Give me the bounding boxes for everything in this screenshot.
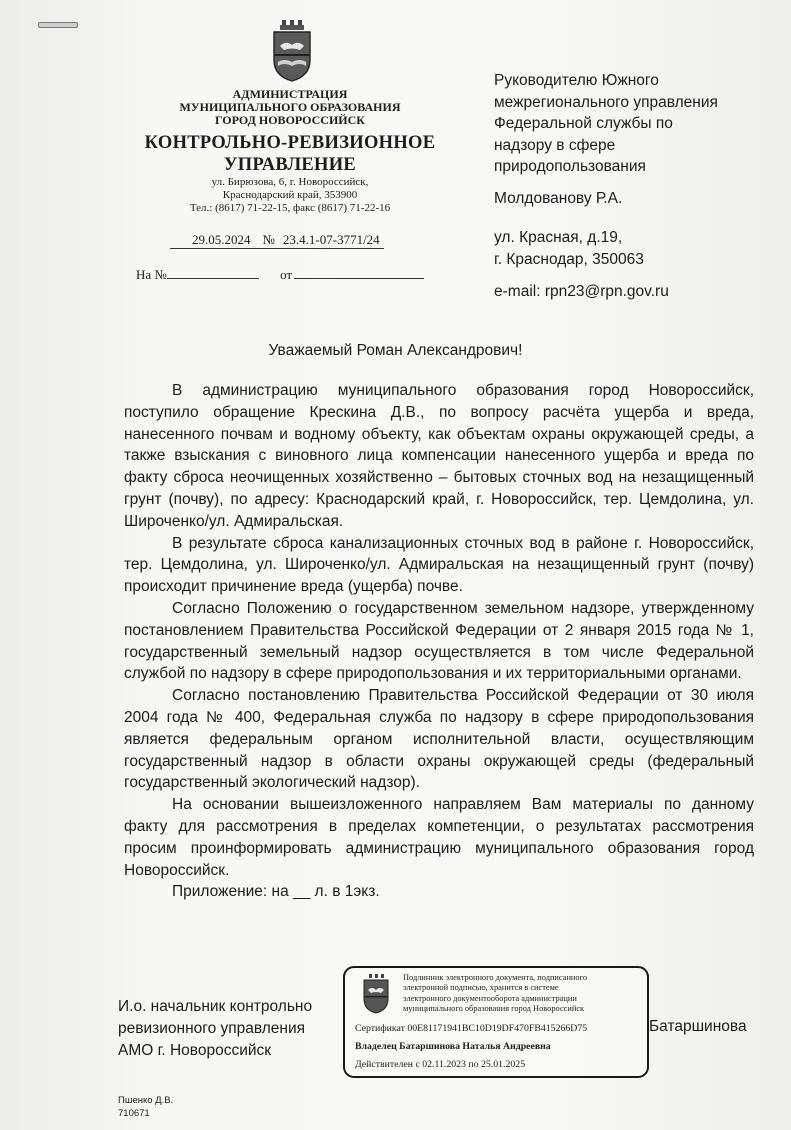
- department-line: УПРАВЛЕНИЕ: [223, 155, 357, 175]
- recipient-line: Руководителю Южного: [494, 72, 659, 89]
- letter-number: 23.4.1-07-3771/24: [279, 232, 384, 249]
- recipient-line: межрегионального управления: [494, 93, 718, 111]
- recipient-email: e-mail: rpn23@rpn.gov.ru: [494, 283, 669, 300]
- paragraph: В результате сброса канализационных сточных вод в районе г. Новороссийск, тер. Цемдолина, ул. Широченко/ул. Адмиральская на незащищенный грунт (почву) происходит причинение вреда (ущерба) почве.: [124, 534, 754, 596]
- recipient-line: природопользования: [494, 158, 646, 175]
- reference-line: [136, 266, 424, 283]
- letter-date: 29.05.2024: [170, 232, 259, 249]
- staple-mark: [38, 22, 78, 28]
- executor-phone: 710671: [118, 1108, 150, 1119]
- recipient-address-line: ул. Красная, д.19,: [494, 229, 623, 246]
- ref-label: На №: [136, 267, 167, 282]
- paragraph: Согласно постановлению Правительства Российской Федерации от 30 июля 2004 года № 400, Федеральная служба по надзору в сфере природопользования является федеральным органом исполнительной власти, осуществляющим государственный надзор в области охраны окружающей среды (федеральный государственный экологический надзор).: [124, 687, 754, 792]
- notice-line: Подлинник электронного документа, подписанного: [403, 973, 588, 982]
- address-line: ул. Бирюзова, 6, г. Новороссийск,: [211, 176, 369, 188]
- e-signature-notice: [403, 973, 643, 1015]
- recipient-line: надзору в сфере: [494, 136, 616, 154]
- certificate-owner: Владелец Батаршинова Наталья Андреевна: [355, 1041, 551, 1052]
- registration-line: [170, 232, 384, 249]
- recipient-block: [494, 70, 779, 178]
- number-prefix: №: [259, 232, 279, 249]
- signatory-name: Батаршинова: [649, 1018, 747, 1035]
- paragraph: На основании вышеизложенного направляем Вам материалы по данному факту для рассмотрения в пределах компетенции, о результатах рассмотрения просим проинформировать администрацию муниципального образования город Новороссийск.: [124, 796, 754, 879]
- sender-address: [130, 176, 450, 202]
- e-signature-stamp: [343, 966, 649, 1078]
- sender-phone: Тел.: (8617) 71-22-15, факс (8617) 71-22-16: [189, 202, 391, 214]
- notice-line: муниципального образования город Новороссийск: [403, 1004, 585, 1014]
- recipient-line: Федеральной службы по: [494, 115, 673, 132]
- paragraph: Согласно Положению о государственном земельном надзоре, утвержденному постановлением Правительства Российской Федерации от 2 января 2015 года № 1, государственный земельный надзор осуществляется в том числе Федеральной службой по надзору в сфере природопользования и их территориальными органами.: [124, 599, 754, 683]
- letter-body: [124, 380, 754, 903]
- signatory-line: ревизионного управления: [118, 1020, 306, 1037]
- executor-info: [118, 1094, 173, 1120]
- signatory-title: [118, 996, 312, 1062]
- recipient-address: [494, 227, 644, 270]
- recipient-name: Молдованову Р.А.: [494, 190, 623, 207]
- greeting: Уважаемый Роман Александрович!: [268, 342, 523, 359]
- certificate-number: Сертификат 00E81171941BC10D19DF470FB415266D75: [355, 1023, 588, 1034]
- sender-organization: [130, 88, 450, 127]
- org-line: МУНИЦИПАЛЬНОГО ОБРАЗОВАНИЯ: [179, 100, 401, 114]
- ref-from-label: от: [280, 267, 293, 282]
- notice-line: электронного документооборота администрации: [403, 993, 577, 1003]
- attachment-line: Приложение: на __ л. в 1экз.: [172, 883, 380, 901]
- coat-of-arms-icon: [270, 20, 314, 82]
- certificate-validity: Действителен с 02.11.2023 по 25.01.2025: [355, 1059, 526, 1070]
- sender-department: [130, 132, 450, 176]
- department-line: КОНТРОЛЬНО-РЕВИЗИОННОЕ: [144, 133, 436, 153]
- address-line: Краснодарский край, 353900: [222, 189, 358, 201]
- signatory-line: И.о. начальник контрольно: [118, 998, 313, 1015]
- stamp-coat-of-arms-icon: [361, 974, 391, 1014]
- paragraph: В администрацию муниципального образования город Новороссийск, поступило обращение Крескина Д.В., по вопросу расчёта ущерба и вреда, нанесенного почвам и водному объекту, как объектам охраны окружающей среды, а также взыскания с виновного лица компенсации нанесенного ущерба и вреда по факту сброса неочищенных хозяйственно – бытовых сточных вод на незащищенный грунт (почву), по адресу: Краснодарский край, г. Новороссийск, тер. Цемдолина, ул. Широченко/ул. Адмиральская.: [124, 382, 754, 530]
- notice-line: электронной подписью, хранится в системе: [403, 983, 559, 993]
- executor-name: Пшенко Д.В.: [118, 1095, 174, 1106]
- signatory-line: АМО г. Новороссийск: [118, 1042, 272, 1059]
- org-line: АДМИНИСТРАЦИЯ: [232, 87, 348, 101]
- recipient-address-line: г. Краснодар, 350063: [494, 250, 644, 268]
- org-line: ГОРОД НОВОРОССИЙСК: [214, 113, 366, 127]
